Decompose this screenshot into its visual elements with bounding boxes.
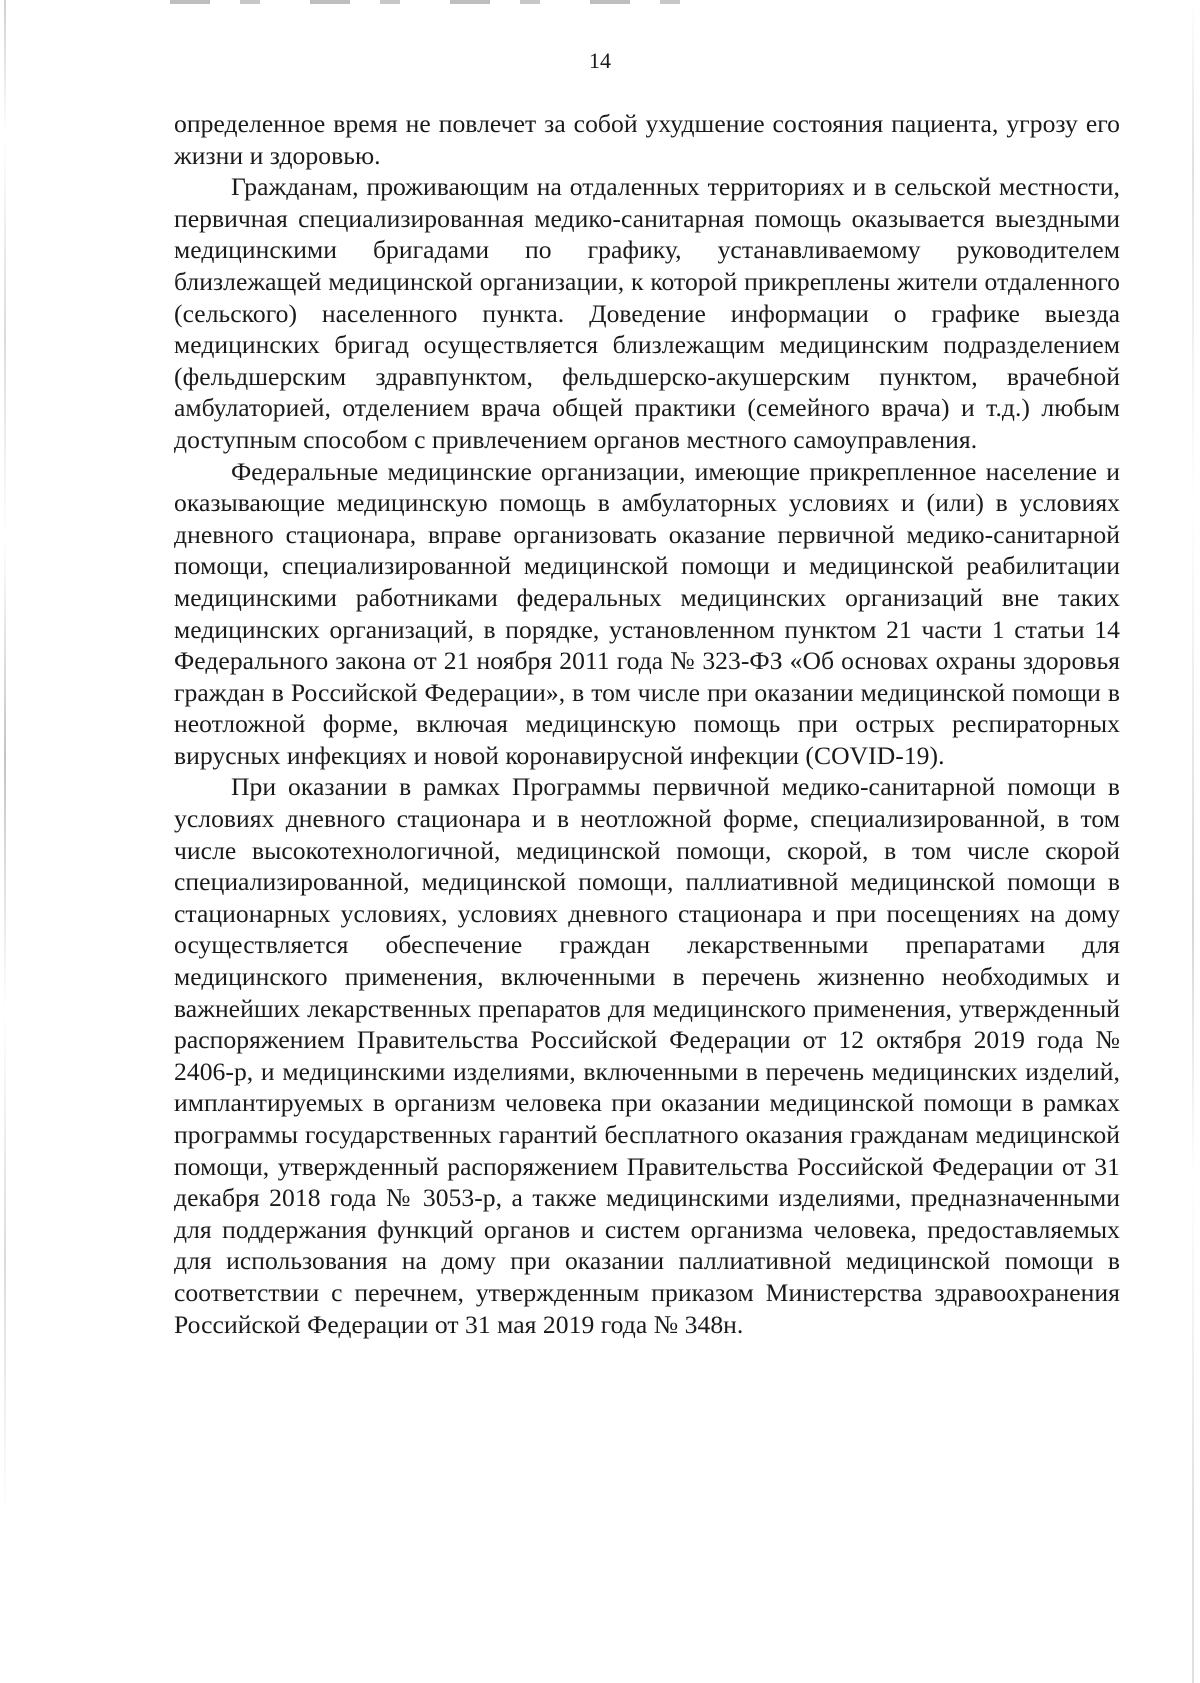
paragraph-remote-territories: Гражданам, проживающим на отдаленных территориях и в сельской местности, первичная специализированная медико-санитарная помощь оказывается выездными медицинскими бригадами по графику, устанавливаемому руководителем близлежащей медицинской организации, к которой прикреплены жители отдаленного (сельского) населенного пункта. Доведение информации о графике выезда медицинских бригад осуществляется близлежащим медицинским подразделением (фельдшерским здравпунктом, фельдшерско-акушерским пунктом, врачебной амбулаторией, отделением врача общей практики (семейного врача) и т.д.) любым доступным способом с привлечением органов местного самоуправления.	[174, 172, 1120, 454]
scan-edge-left	[4, 0, 6, 1683]
scan-edge-top	[170, 0, 690, 4]
paragraph-federal-organizations: Федеральные медицинские организации, имеющие прикрепленное население и оказывающие медицинскую помощь в амбулаторных условиях и (или) в условиях дневного стационара, вправе организовать оказание первичной медико-санитарной помощи, специализированной медицинской помощи и медицинской реабилитации медицинскими работниками федеральных медицинских организаций вне таких медицинских организаций, в порядке, установленном пунктом 21 части 1 статьи 14 Федерального закона от 21 ноября 2011 года № 323-ФЗ «Об основах охраны здоровья граждан в Российской Федерации», в том числе при оказании медицинской помощи в неотложной форме, включая медицинскую помощь при острых респираторных вирусных инфекциях и новой коронавирусной инфекции (COVID-19).	[174, 456, 1120, 770]
document-body	[174, 108, 1120, 1340]
paragraph-drug-provision: При оказании в рамках Программы первичной медико-санитарной помощи в условиях дневного стационара и в неотложной форме, специализированной, в том числе высокотехнологичной, медицинской помощи, скорой, в том числе скорой специализированной, медицинской помощи, паллиативной медицинской помощи в стационарных условиях, условиях дневного стационара и при посещениях на дому осуществляется обеспечение граждан лекарственными препаратами для медицинского применения, включенными в перечень жизненно необходимых и важнейших лекарственных препаратов для медицинского применения, утвержденный распоряжением Правительства Российской Федерации от 12 октября 2019 года № 2406-р, и медицинскими изделиями, включенными в перечень медицинских изделий, имплантируемых в организм человека при оказании медицинской помощи в рамках программы государственных гарантий бесплатного оказания гражданам медицинской помощи, утвержденный распоряжением Правительства Российской Федерации от 31 декабря 2018 года № 3053-р, а также медицинскими изделиями, предназначенными для поддержания функций органов и систем организма человека, предоставляемых для использования на дому при оказании паллиативной медицинской помощи в соответствии с перечнем, утвержденным приказом Министерства здравоохранения Российской Федерации от 31 мая 2019 года № 348н.	[174, 772, 1120, 1339]
paragraph-continuation: определенное время не повлечет за собой ухудшение состояния пациента, угрозу его жизни и здоровью.	[174, 109, 1120, 170]
scan-edge-right	[1192, 0, 1194, 1683]
page-number: 14	[589, 48, 611, 73]
